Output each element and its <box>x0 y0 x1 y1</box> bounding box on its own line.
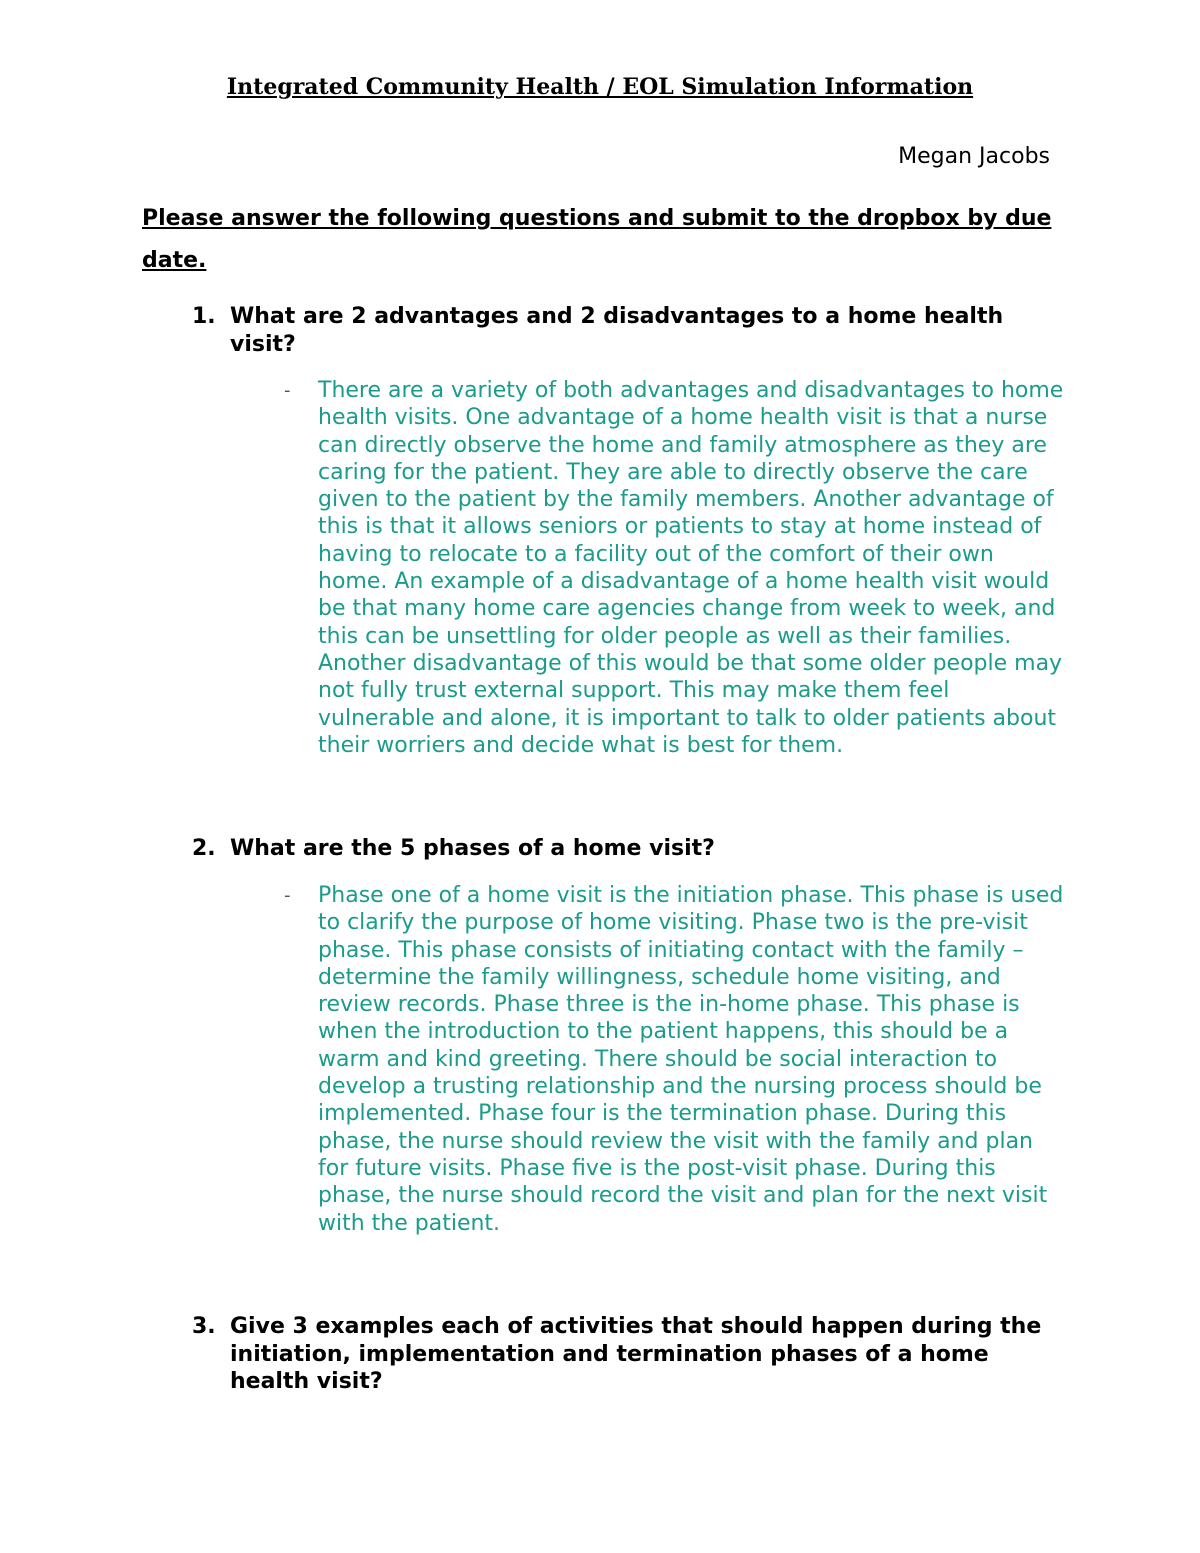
question-1 <box>192 303 1072 358</box>
bullet-dash: - <box>284 380 291 401</box>
question-text: What are the 5 phases of a home visit? <box>230 836 715 861</box>
answer-1 <box>284 377 1084 759</box>
question-3 <box>192 1313 1072 1396</box>
bullet-dash: - <box>284 885 291 906</box>
question-number: 1. <box>192 304 216 329</box>
question-2 <box>192 835 1072 863</box>
question-number: 2. <box>192 836 216 861</box>
instructions-text: Please answer the following questions and submit to the dropbox by due date. <box>142 206 1052 273</box>
answer-2 <box>284 882 1084 1237</box>
author-name: Megan Jacobs <box>898 144 1050 169</box>
answer-text: There are a variety of both advantages and disadvantages to home health visits. One advantage of a home health visit is that a nurse can directly observe the home and family atmosphere as they are caring for the patient. They are able to directly observe the care given to the patient by the family members. Another advantage of this is that it allows seniors or patients to stay at home instead of having to relocate to a facility out of the comfort of their own home. An example of a disadvantage of a home health visit would be that many home care agencies change from week to week, and this can be unsettling for older people as well as their families. Another disadvantage of this would be that some older people may not fully trust external support. This may make them feel vulnerable and alone, it is important to talk to older patients about their worriers and decide what is best for them. <box>318 378 1064 758</box>
question-text: Give 3 examples each of activities that should happen during the initiation, implementation and termination phases of a home health visit? <box>230 1314 1042 1394</box>
document-title: Integrated Community Health / EOL Simulation Information <box>226 74 974 100</box>
question-number: 3. <box>192 1314 216 1339</box>
answer-text: Phase one of a home visit is the initiation phase. This phase is used to clarify the purpose of home visiting. Phase two is the pre-visit phase. This phase consists of initiating contact with the family – determine the family willingness, schedule home visiting, and review records. Phase three is the in-home phase. This phase is when the introduction to the patient happens, this should be a warm and kind greeting. There should be social interaction to develop a trusting relationship and the nursing process should be implemented. Phase four is the termination phase. During this phase, the nurse should review the visit with the family and plan for future visits. Phase five is the post-visit phase. During this phase, the nurse should record the visit and plan for the next visit with the patient. <box>318 883 1064 1236</box>
question-text: What are 2 advantages and 2 disadvantages to a home health visit? <box>230 304 1004 357</box>
